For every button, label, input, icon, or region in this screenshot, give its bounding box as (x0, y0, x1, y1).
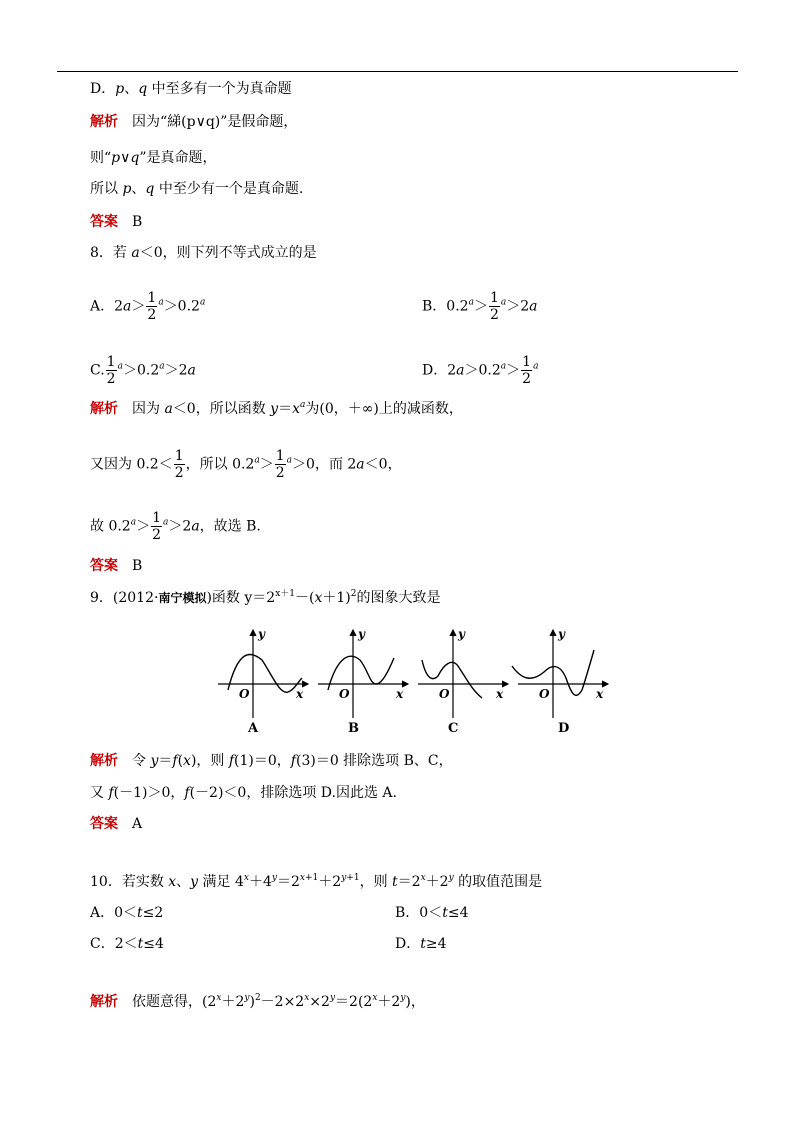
answer-value: B (132, 214, 143, 230)
q9-answer: 答案 A (90, 816, 143, 832)
q8-analysis-2: 又因为 0.2＜ $\frac{1}{2}$ ，所以 0.2$^a$＞ $\frac{1}{2}$ $^a$＞0，而 2a＜0， (90, 448, 402, 481)
svg-text:A: A (248, 721, 259, 736)
svg-text:O: O (439, 687, 450, 701)
q10-option-b: B．0＜t≤4 (395, 905, 469, 921)
svg-text:x: x (596, 687, 604, 701)
q7-answer (90, 212, 142, 232)
analysis-text: 因为“綈(p∨q)”是假命题， (132, 114, 298, 130)
fraction: $\frac{1}{2}$ (152, 510, 162, 543)
answer-label: 答案 (90, 214, 118, 230)
svg-text:x: x (296, 687, 304, 701)
svg-text:y: y (458, 627, 465, 641)
analysis-label: 解析 (90, 114, 118, 130)
q7-analysis-3: 所以 p、q 中至少有一个是真命题. (90, 181, 304, 197)
svg-text:y: y (558, 627, 565, 641)
fraction: $\frac{1}{2}$ (489, 290, 499, 323)
fraction: $\frac{1}{2}$ (522, 354, 532, 387)
q9-analysis-1: 解析 令 y＝f(x)，则 f(1)＝0，f(3)＝0 排除选项 B、C， (90, 753, 453, 769)
q8-option-a: A．2a＞ $\frac{1}{2}$ $^a$＞0.2$^a$ (90, 290, 206, 323)
svg-text:O: O (239, 687, 250, 701)
svg-text:B: B (348, 721, 359, 736)
q10-option-c: C．2＜t≤4 (90, 936, 164, 952)
fraction: $\frac{1}{2}$ (275, 448, 285, 481)
svg-text:y: y (258, 627, 265, 641)
q9-analysis-2: 又 f(－1)＞0，f(－2)＜0，排除选项 D.因此选 A. (90, 785, 397, 801)
q10-option-a: A．0＜t≤2 (90, 905, 164, 921)
q8-analysis-3: 故 0.2$^a$＞ $\frac{1}{2}$ $^a$＞2a，故选 B. (90, 510, 261, 543)
q10-analysis: 解析 依题意得，$(2^x+2^y)^2-2\times 2^x\times 2^y=2(2^x+2^y)$， (90, 993, 425, 1010)
header-rule (57, 71, 738, 72)
q8-analysis-1: 解析 因为 a＜0，所以函数 $y=x^a$为(0，＋∞)上的减函数， (90, 400, 463, 417)
svg-text:x: x (496, 687, 504, 701)
svg-text:y: y (358, 627, 365, 641)
q7-analysis-2: 则“p∨q”是真命题， (90, 150, 217, 166)
fraction: $\frac{1}{2}$ (106, 354, 116, 387)
svg-text:x: x (396, 687, 404, 701)
q8-question: 8．若 a＜0，则下列不等式成立的是 (90, 245, 317, 261)
q8-option-c: C. $\frac{1}{2}$ $^a$＞0.2$^a$＞2a (90, 354, 196, 387)
svg-text:D: D (558, 721, 570, 736)
q7-analysis-1 (90, 112, 297, 132)
q9-graphs (210, 620, 620, 740)
graph-c (418, 627, 508, 736)
svg-text:C: C (448, 721, 459, 736)
q7-option-d: D．p、q 中至多有一个为真命题 (90, 81, 292, 97)
q10-option-d: D．t≥4 (395, 936, 447, 952)
fraction: $\frac{1}{2}$ (174, 448, 184, 481)
graph-d (512, 627, 608, 736)
fraction: $\frac{1}{2}$ (147, 290, 157, 323)
graph-b (318, 627, 408, 736)
svg-text:O: O (339, 687, 350, 701)
graph-a (218, 627, 308, 736)
q10-question: 10．若实数 x、y 满足 $4^x+4^y=2^{x+1}+2^{y+1}$，则 $t=2^x+2^y$ 的取值范围是 (90, 873, 543, 890)
q8-option-d: D．2a＞0.2$^a$＞ $\frac{1}{2}$ $^a$ (422, 354, 539, 387)
q8-answer: 答案 B (90, 558, 143, 574)
svg-text:O: O (539, 687, 550, 701)
q9-question: 9．(2012·南宁模拟)函数 $y=2^{x+1}-(x+1)^2$的图象大致是 (90, 589, 441, 606)
q8-option-b: B．0.2$^a$＞ $\frac{1}{2}$ $^a$＞2a (422, 290, 538, 323)
